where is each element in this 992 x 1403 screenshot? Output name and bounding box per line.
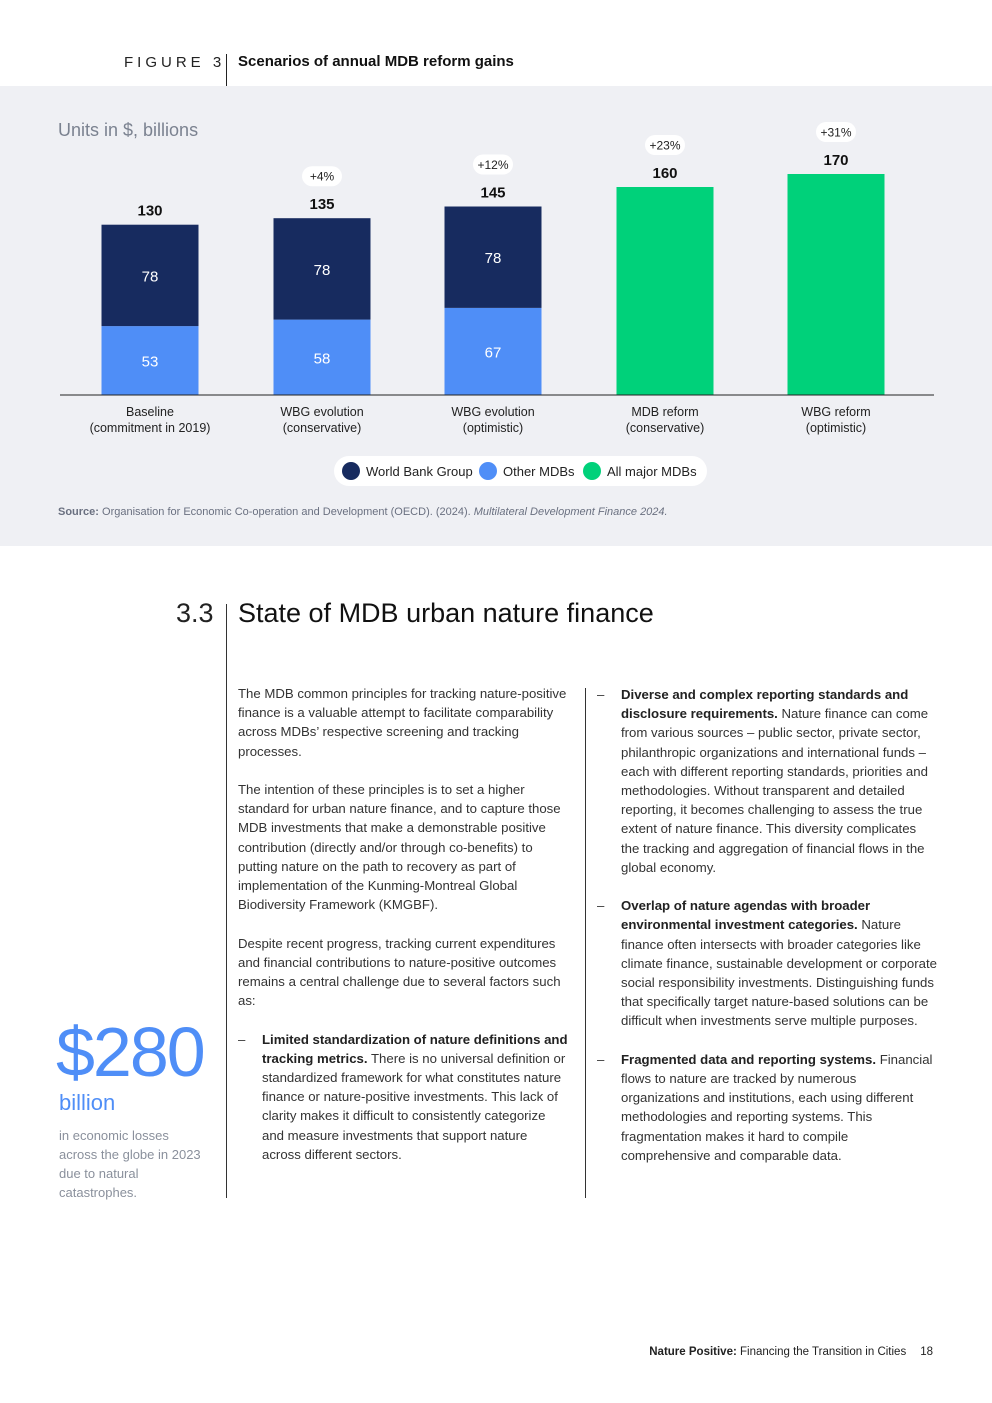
bullet-item	[597, 1050, 937, 1165]
source-publication: Multilateral Development Finance 2024.	[473, 506, 668, 518]
category-tick-label: (optimistic)	[805, 421, 867, 435]
category-tick-label: (conservative)	[282, 421, 362, 435]
section-number: 3.3	[176, 598, 214, 628]
bar-segment	[788, 174, 885, 395]
bar-value-label: 78	[313, 261, 331, 279]
figure-divider	[226, 54, 227, 86]
bullet-title: Overlap of nature agendas with broader environmental investment categories.	[621, 898, 871, 933]
bullet-text: Nature finance often intersects with broader categories like climate finance, sustainable development or corporate social responsibility investments. Distinguishing funds that specifically target nature-based solutions can be difficult when investments serve multiple purposes.	[621, 917, 937, 1029]
bar-total-label: 130	[137, 202, 163, 220]
bullet-dash: –	[238, 1031, 246, 1047]
bullet-item	[597, 685, 937, 877]
bar-value-label: 58	[313, 350, 331, 368]
bar-value-label: 53	[141, 353, 159, 371]
chart-legend	[334, 456, 707, 486]
category-tick-label: (commitment in 2019)	[89, 421, 211, 435]
stat-unit: billion	[59, 1090, 116, 1115]
bar-total-label: 145	[480, 184, 506, 202]
legend-item-other-mdbs	[479, 461, 575, 481]
category-tick-label: Baseline	[126, 405, 174, 419]
bar-value-label: 78	[141, 268, 159, 286]
bullet-dash: –	[597, 898, 605, 914]
source-text: Organisation for Economic Co-operation and Development (OECD). (2024).	[102, 506, 474, 518]
category-tick-label: WBG evolution	[451, 405, 535, 419]
bar-total-label: 160	[652, 165, 678, 182]
bullet-dash: –	[597, 687, 605, 702]
footer-report-title: Nature Positive:	[649, 1346, 737, 1358]
bullet-title: Fragmented data and reporting systems.	[621, 1051, 877, 1067]
stat-value: $280	[56, 1013, 204, 1091]
section-title: State of MDB urban nature finance	[238, 598, 654, 628]
bar-chart	[0, 86, 992, 446]
bar-growth-label: +12%	[477, 158, 509, 172]
bullet-title: Diverse and complex reporting standards and disclosure requirements.	[621, 687, 909, 722]
legend-label-world-bank: World Bank Group	[366, 463, 473, 479]
section-divider	[226, 604, 227, 1198]
paragraph-2: The intention of these principles is to set a higher standard for urban nature finance, and to capture those MDB investments that make a demonstrable positive contribution (directly and/or through co-benefits) to putting nature on the path to recovery as part of implementation of the Kunming-Montreal Global Biodiversity Framework (KMGBF).	[238, 782, 561, 913]
bullet-text: There is no universal definition or standardized framework for what constitutes nature finance or nature-positive investments. This lack of clarity makes it difficult to consistently categorize and measure investments that support nature across different sectors.	[262, 1050, 566, 1162]
bar-growth-label: +31%	[820, 125, 852, 140]
bullet-dash: –	[597, 1051, 605, 1067]
bar-growth-label: +4%	[309, 169, 335, 184]
page-number: 18	[920, 1346, 933, 1358]
chart-panel	[0, 86, 992, 546]
chart-source	[58, 506, 668, 518]
bullet-text: Financial flows to nature are tracked by numerous organizations and institutions, each using different methodologies and reporting systems. This fragmentation makes it hard to compile comprehensive and comparable data.	[621, 1051, 933, 1163]
bar-total-label: 170	[823, 152, 849, 169]
bullet-item	[597, 896, 937, 1030]
source-label: Source:	[58, 506, 99, 518]
legend-swatch-all-major	[583, 462, 601, 480]
category-tick-label: (conservative)	[625, 421, 705, 435]
page-footer	[649, 1346, 933, 1358]
bullet-text: Nature finance can come from various sources – public sector, private sector, philanthropic organizations and international funds – each with different reporting standards, priorities and methodologies. Without transparent and detailed reporting, it becomes challenging to assess the true extent of nature finance. This diversity complicates the tracking and aggregation of financial flows in the global economy.	[621, 706, 929, 875]
figure-label: FIGURE 3	[124, 54, 226, 71]
legend-swatch-world-bank	[342, 462, 360, 480]
stat-description: in economic losses across the globe in 2023 due to natural catastrophes.	[59, 1128, 201, 1200]
body-column-right	[597, 685, 937, 1184]
category-tick-label: (optimistic)	[462, 421, 524, 435]
figure-header	[0, 52, 992, 86]
footer-report-subtitle: Financing the Transition in Cities	[736, 1346, 907, 1358]
body-column-left	[238, 684, 568, 1183]
column-divider	[585, 688, 586, 1198]
bar-segment	[617, 187, 714, 395]
legend-label-other-mdbs: Other MDBs	[503, 463, 575, 479]
bar-growth-label: +23%	[649, 138, 681, 153]
legend-swatch-other-mdbs	[479, 462, 497, 480]
bullet-item	[238, 1030, 568, 1164]
chart-units-label: Units in $, billions	[58, 120, 199, 140]
legend-label-all-major: All major MDBs	[607, 463, 697, 479]
bar-total-label: 135	[309, 196, 335, 214]
paragraph-1: The MDB common principles for tracking nature-positive finance is a valuable attempt to facilitate comparability across MDBs’ respective screening and tracking processes.	[238, 686, 567, 759]
legend-item-all-major	[583, 461, 697, 481]
bullet-title: Limited standardization of nature definitions and tracking metrics.	[262, 1031, 568, 1066]
paragraph-3: Despite recent progress, tracking current expenditures and financial contributions to nature-positive outcomes remains a central challenge due to several factors such as:	[238, 935, 561, 1009]
category-tick-label: WBG evolution	[280, 405, 364, 419]
legend-item-world-bank	[342, 461, 473, 481]
bar-value-label: 67	[484, 344, 502, 362]
figure-title: Scenarios of annual MDB reform gains	[238, 53, 514, 70]
category-tick-label: MDB reform	[631, 405, 699, 419]
category-tick-label: WBG reform	[801, 405, 871, 419]
bar-value-label: 78	[484, 250, 502, 268]
